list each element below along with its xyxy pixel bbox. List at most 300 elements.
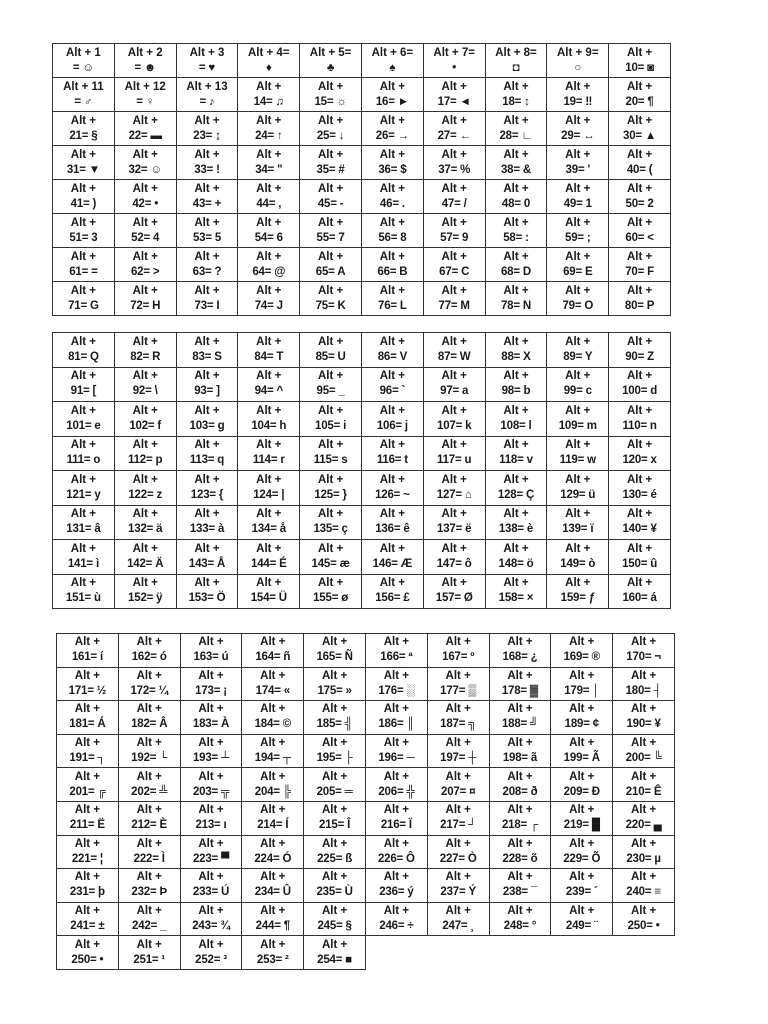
code-char-label: ◘	[512, 61, 520, 74]
alt-key-label: Alt +	[503, 284, 529, 297]
code-char-label: 205= ═	[316, 785, 353, 798]
table-row	[53, 574, 671, 609]
alt-code-cell	[609, 44, 671, 78]
code-char-label: 30= ▲	[623, 129, 657, 142]
code-char-label: 95= _	[316, 385, 345, 398]
code-char-label: 186= ║	[378, 718, 415, 731]
alt-key-label: Alt +	[445, 804, 471, 817]
alt-key-label: Alt +	[194, 542, 220, 555]
code-char-label: 251= ¹	[133, 953, 166, 966]
code-char-label: 128= Ç	[497, 488, 535, 501]
alt-key-label: Alt +	[626, 216, 653, 229]
alt-key-label: Alt +	[70, 508, 97, 521]
alt-code-cell	[609, 367, 671, 402]
alt-code-cell	[242, 634, 304, 668]
alt-key-label: Alt + 11	[63, 80, 104, 93]
alt-key-label: Alt +	[441, 216, 467, 229]
alt-key-label: Alt +	[74, 938, 101, 951]
alt-key-label: Alt +	[569, 871, 595, 884]
alt-code-cell	[304, 634, 366, 668]
code-char-label: = ☺	[72, 61, 94, 74]
code-char-label: = ♪	[199, 95, 215, 108]
alt-key-label: Alt +	[565, 439, 591, 452]
alt-key-label: Alt +	[256, 216, 282, 229]
alt-key-label: Alt +	[626, 250, 653, 263]
alt-key-label: Alt +	[256, 284, 282, 297]
alt-code-cell	[361, 282, 423, 316]
alt-code-cell	[361, 214, 423, 248]
code-char-label: = ♀	[136, 95, 155, 108]
code-char-label: 138= è	[498, 523, 534, 536]
alt-key-label: Alt +	[70, 542, 97, 555]
code-char-label: 93= ]	[194, 385, 220, 398]
alt-code-cell	[238, 282, 300, 316]
alt-key-label: Alt +	[445, 905, 471, 918]
code-char-label: 170= ¬	[626, 651, 661, 664]
alt-code-cell	[180, 902, 242, 936]
alt-key-label: Alt +	[74, 837, 101, 850]
alt-code-cell	[489, 634, 551, 668]
alt-key-label: Alt +	[507, 804, 533, 817]
alt-code-cell	[485, 367, 547, 402]
alt-code-cell	[427, 902, 489, 936]
alt-code-cell	[238, 214, 300, 248]
alt-code-cell	[427, 634, 489, 668]
code-char-label: 243= ¾	[192, 920, 230, 933]
code-char-label: 66= B	[377, 265, 408, 278]
alt-code-cell	[300, 112, 362, 146]
code-char-label: 247= ¸	[442, 920, 475, 933]
alt-code-cell	[609, 112, 671, 146]
alt-code-cell	[551, 801, 613, 835]
alt-key-label: Alt +	[198, 871, 224, 884]
alt-key-label: Alt +	[256, 148, 282, 161]
code-char-label: 61= =	[69, 265, 98, 278]
alt-key-label: Alt +	[379, 114, 405, 127]
code-char-label: 81= Q	[68, 350, 99, 363]
alt-code-cell	[176, 505, 238, 540]
alt-key-label: Alt +	[132, 508, 158, 521]
code-char-label: 150= û	[622, 557, 658, 570]
alt-key-label: Alt +	[565, 370, 591, 383]
table-body	[53, 44, 671, 316]
alt-key-label: Alt +	[626, 80, 653, 93]
alt-code-cell	[365, 869, 427, 903]
code-char-label: 163= ú	[193, 651, 229, 664]
code-char-label: 154= Ü	[250, 592, 287, 605]
alt-key-label: Alt +	[74, 770, 101, 783]
alt-key-label: Alt +	[445, 636, 471, 649]
code-char-label: 97= a	[440, 385, 469, 398]
alt-code-cell	[551, 634, 613, 668]
table-row	[57, 801, 675, 835]
alt-key-label: Alt +	[317, 284, 344, 297]
alt-key-label: Alt +	[445, 837, 471, 850]
alt-code-cell	[485, 282, 547, 316]
alt-key-label: Alt +	[507, 636, 533, 649]
alt-key-label: Alt +	[198, 770, 224, 783]
alt-key-label: Alt +	[256, 404, 282, 417]
alt-key-label: Alt +	[194, 473, 220, 486]
code-char-label: 124= |	[253, 488, 285, 501]
code-char-label: 90= Z	[625, 350, 654, 363]
alt-key-label: Alt +	[321, 905, 348, 918]
alt-key-label: Alt +	[565, 148, 591, 161]
alt-code-cell	[53, 574, 115, 609]
code-char-label: 117= u	[437, 454, 472, 467]
code-char-label: 107= k	[437, 419, 472, 432]
alt-code-cell	[176, 214, 238, 248]
alt-code-cell	[613, 869, 675, 903]
alt-code-cell	[118, 701, 180, 735]
alt-key-label: Alt +	[70, 335, 97, 348]
alt-code-cell	[365, 835, 427, 869]
alt-code-cell	[176, 282, 238, 316]
alt-code-cell	[489, 801, 551, 835]
alt-code-cell	[547, 282, 609, 316]
alt-key-label: Alt +	[379, 80, 405, 93]
alt-key-label: Alt +	[383, 669, 409, 682]
alt-code-cell	[180, 768, 242, 802]
alt-key-label: Alt +	[445, 703, 471, 716]
alt-key-label: Alt +	[194, 404, 220, 417]
alt-code-cell	[114, 402, 176, 437]
alt-key-label: Alt +	[132, 114, 158, 127]
code-char-label: 143= Å	[188, 557, 226, 570]
code-char-label: 196= ─	[378, 752, 415, 765]
code-char-label: 132= ä	[128, 523, 163, 536]
alt-key-label: Alt +	[383, 703, 409, 716]
alt-key-label: Alt +	[256, 80, 282, 93]
alt-code-cell	[238, 367, 300, 402]
alt-key-label: Alt +	[379, 284, 405, 297]
table-row	[53, 44, 671, 78]
alt-key-label: Alt +	[569, 669, 595, 682]
table-body	[53, 333, 671, 609]
alt-code-cell	[365, 734, 427, 768]
alt-code-cell	[176, 574, 238, 609]
code-char-label: 152= ÿ	[128, 592, 163, 605]
code-char-label: 79= O	[562, 299, 594, 312]
alt-key-label: Alt +	[317, 370, 344, 383]
alt-key-label: Alt +	[136, 804, 162, 817]
code-char-label: 47= /	[441, 197, 467, 210]
table-row	[53, 471, 671, 506]
code-char-label: 39= '	[565, 163, 590, 176]
alt-key-label: Alt +	[194, 216, 220, 229]
alt-code-cell	[242, 768, 304, 802]
table-row	[53, 146, 671, 180]
alt-key-label: Alt +	[74, 703, 101, 716]
alt-code-cell	[238, 44, 300, 78]
alt-key-label: Alt +	[379, 148, 405, 161]
alt-key-label: Alt +	[198, 837, 224, 850]
alt-code-cell	[547, 436, 609, 471]
alt-key-label: Alt +	[379, 404, 405, 417]
alt-key-label: Alt +	[379, 439, 405, 452]
alt-code-cell	[300, 44, 362, 78]
alt-key-label: Alt +	[321, 938, 348, 951]
alt-key-label: Alt +	[198, 737, 224, 750]
alt-key-label: Alt +	[194, 335, 220, 348]
alt-code-cell	[57, 634, 119, 668]
alt-code-cell	[180, 801, 242, 835]
code-char-label: 44= ,	[256, 197, 282, 210]
alt-code-cell	[53, 146, 115, 180]
alt-key-label: Alt +	[260, 837, 286, 850]
code-char-label: 204= ╠	[254, 785, 291, 798]
code-char-label: 136= ê	[375, 523, 410, 536]
code-char-label: 212= È	[131, 819, 167, 832]
alt-key-label: Alt + 2	[127, 46, 163, 59]
alt-code-cell	[57, 936, 119, 970]
alt-code-cell	[53, 282, 115, 316]
code-char-label: 146= Æ	[372, 557, 413, 570]
alt-code-cell	[485, 180, 547, 214]
code-char-label: 225= ß	[317, 852, 353, 865]
table-row	[53, 367, 671, 402]
empty-cell	[489, 936, 551, 970]
alt-key-label: Alt +	[132, 250, 158, 263]
alt-code-cell	[238, 505, 300, 540]
alt-code-cell	[613, 768, 675, 802]
alt-key-label: Alt +	[441, 542, 467, 555]
alt-code-cell	[613, 701, 675, 735]
code-char-label: 137= ë	[437, 523, 472, 536]
code-char-label: 242= _	[132, 920, 167, 933]
alt-key-label: Alt +	[379, 542, 405, 555]
alt-code-cell	[118, 734, 180, 768]
alt-code-cell	[427, 667, 489, 701]
table-row	[53, 436, 671, 471]
alt-code-cell	[304, 936, 366, 970]
alt-code-cell	[423, 574, 485, 609]
alt-code-cell	[489, 835, 551, 869]
alt-code-cell	[423, 540, 485, 575]
alt-key-label: Alt +	[317, 182, 344, 195]
alt-code-cell	[176, 367, 238, 402]
alt-code-cell	[57, 801, 119, 835]
alt-key-label: Alt +	[441, 577, 467, 590]
alt-code-cell	[551, 734, 613, 768]
alt-key-label: Alt +	[70, 250, 97, 263]
code-char-label: 206= ╬	[378, 785, 415, 798]
alt-code-cell	[118, 801, 180, 835]
alt-key-label: Alt +	[132, 542, 158, 555]
alt-key-label: Alt +	[441, 404, 467, 417]
code-char-label: 122= z	[128, 488, 163, 501]
alt-key-label: Alt +	[503, 508, 529, 521]
alt-code-cell	[180, 936, 242, 970]
table-row	[53, 78, 671, 112]
alt-key-label: Alt +	[256, 114, 282, 127]
alt-code-cell	[613, 835, 675, 869]
code-char-label: 104= h	[251, 419, 287, 432]
alt-code-cell	[176, 540, 238, 575]
alt-code-cell	[53, 367, 115, 402]
alt-code-cell	[609, 402, 671, 437]
alt-code-cell	[118, 936, 180, 970]
alt-key-label: Alt +	[136, 636, 162, 649]
alt-key-label: Alt +	[74, 905, 101, 918]
alt-key-label: Alt +	[383, 636, 409, 649]
alt-code-cell	[118, 768, 180, 802]
code-char-label: 76= L	[378, 299, 407, 312]
code-char-label: 213= ı	[195, 819, 227, 832]
alt-key-label: Alt + 3	[189, 46, 225, 59]
code-char-label: 40= (	[626, 163, 653, 176]
code-char-label: 189= ¢	[564, 718, 599, 731]
code-char-label: 16= ►	[375, 95, 409, 108]
code-char-label: 208= ð	[502, 785, 538, 798]
alt-code-cell	[365, 701, 427, 735]
alt-key-label: Alt +	[626, 182, 653, 195]
code-char-label: 250= •	[71, 953, 104, 966]
code-char-label: 88= X	[501, 350, 531, 363]
alt-code-cell	[53, 214, 115, 248]
alt-key-label: Alt +	[194, 370, 220, 383]
alt-key-label: Alt +	[503, 404, 529, 417]
code-char-label: 207= ¤	[441, 785, 476, 798]
table-row	[57, 902, 675, 936]
alt-key-label: Alt +	[260, 804, 286, 817]
alt-code-cell	[365, 902, 427, 936]
code-char-label: 140= ¥	[622, 523, 657, 536]
alt-code-cell	[53, 44, 115, 78]
alt-key-label: Alt +	[256, 577, 282, 590]
code-char-label: 49= 1	[563, 197, 592, 210]
alt-code-cell	[547, 214, 609, 248]
alt-code-cell	[423, 180, 485, 214]
alt-key-label: Alt +	[569, 837, 595, 850]
code-char-label: 210= Ê	[625, 785, 662, 798]
alt-key-label: Alt +	[626, 148, 653, 161]
alt-key-label: Alt +	[441, 508, 467, 521]
alt-code-cell	[238, 112, 300, 146]
alt-key-label: Alt +	[507, 770, 533, 783]
alt-code-cell	[57, 835, 119, 869]
alt-key-label: Alt +	[317, 114, 344, 127]
code-char-label: 46= .	[379, 197, 405, 210]
alt-code-cell	[114, 540, 176, 575]
alt-code-cell	[300, 180, 362, 214]
alt-code-cell	[304, 869, 366, 903]
alt-key-label: Alt +	[379, 250, 405, 263]
alt-key-label: Alt +	[626, 114, 653, 127]
code-char-label: 20= ¶	[625, 95, 654, 108]
alt-key-label: Alt +	[379, 473, 405, 486]
alt-key-label: Alt +	[317, 473, 344, 486]
table-row	[53, 505, 671, 540]
alt-code-cell	[609, 146, 671, 180]
code-char-label: 183= À	[192, 718, 230, 731]
alt-key-label: Alt +	[317, 404, 344, 417]
alt-key-label: Alt +	[321, 871, 348, 884]
alt-code-cell	[114, 282, 176, 316]
code-char-label: 229= Õ	[563, 852, 601, 865]
code-char-label: ○	[574, 61, 582, 74]
alt-key-label: Alt +	[441, 182, 467, 195]
alt-code-cell	[485, 214, 547, 248]
alt-code-cell	[547, 471, 609, 506]
code-char-label: = ☻	[134, 61, 156, 74]
alt-code-cell	[489, 869, 551, 903]
code-char-label: 185= ╣	[316, 718, 353, 731]
table-body	[57, 634, 675, 970]
code-char-label: 195= ├	[316, 752, 353, 765]
alt-code-cell	[238, 436, 300, 471]
alt-code-cell	[238, 146, 300, 180]
code-char-label: 82= R	[130, 350, 161, 363]
alt-code-cell	[485, 146, 547, 180]
alt-key-label: Alt +	[445, 871, 471, 884]
alt-key-label: Alt +	[260, 669, 286, 682]
code-char-label: 223= ▀	[192, 852, 230, 865]
alt-code-cell	[365, 634, 427, 668]
alt-key-label: Alt +	[194, 508, 220, 521]
alt-key-label: Alt +	[317, 250, 344, 263]
alt-code-cell	[489, 701, 551, 735]
alt-code-cell	[242, 936, 304, 970]
alt-code-cell	[238, 402, 300, 437]
code-char-label: 74= J	[254, 299, 283, 312]
alt-code-cell	[114, 44, 176, 78]
alt-key-label: Alt +	[626, 46, 653, 59]
alt-code-cell	[361, 248, 423, 282]
code-char-label: 32= ☺	[128, 163, 162, 176]
code-char-label: 50= 2	[625, 197, 654, 210]
alt-key-label: Alt +	[70, 284, 97, 297]
alt-key-label: Alt + 7=	[433, 46, 475, 59]
alt-code-cell	[547, 112, 609, 146]
alt-code-cell	[238, 180, 300, 214]
code-char-label: 23= ↨	[193, 129, 221, 142]
code-char-label: 232= Þ	[131, 886, 167, 899]
code-char-label: 109= m	[558, 419, 597, 432]
code-char-label: 42= •	[132, 197, 159, 210]
alt-key-label: Alt +	[630, 871, 657, 884]
alt-code-cell	[423, 282, 485, 316]
alt-code-cell	[242, 869, 304, 903]
alt-code-cell	[304, 801, 366, 835]
code-char-label: 135= ç	[313, 523, 348, 536]
alt-key-label: Alt +	[321, 737, 348, 750]
code-char-label: 125= }	[314, 488, 347, 501]
code-char-label: 220= ▄	[625, 819, 662, 832]
alt-key-label: Alt +	[503, 250, 529, 263]
code-char-label: 102= f	[129, 419, 162, 432]
code-char-label: 43= +	[192, 197, 222, 210]
code-char-label: 10= ◙	[625, 61, 654, 74]
alt-code-cell	[361, 505, 423, 540]
alt-key-label: Alt +	[136, 905, 162, 918]
code-char-label: 139= ï	[562, 523, 594, 536]
alt-key-label: Alt +	[441, 114, 467, 127]
alt-code-cell	[423, 112, 485, 146]
alt-code-cell	[485, 248, 547, 282]
alt-key-label: Alt +	[132, 284, 158, 297]
alt-code-cell	[304, 667, 366, 701]
alt-code-cell	[485, 436, 547, 471]
alt-code-cell	[551, 701, 613, 735]
code-char-label: 59= ;	[565, 231, 591, 244]
alt-key-label: Alt +	[383, 804, 409, 817]
alt-code-cell	[180, 734, 242, 768]
alt-code-table-1	[52, 43, 671, 316]
alt-key-label: Alt +	[194, 284, 220, 297]
code-char-label: 252= ³	[195, 953, 227, 966]
alt-code-cell	[609, 505, 671, 540]
